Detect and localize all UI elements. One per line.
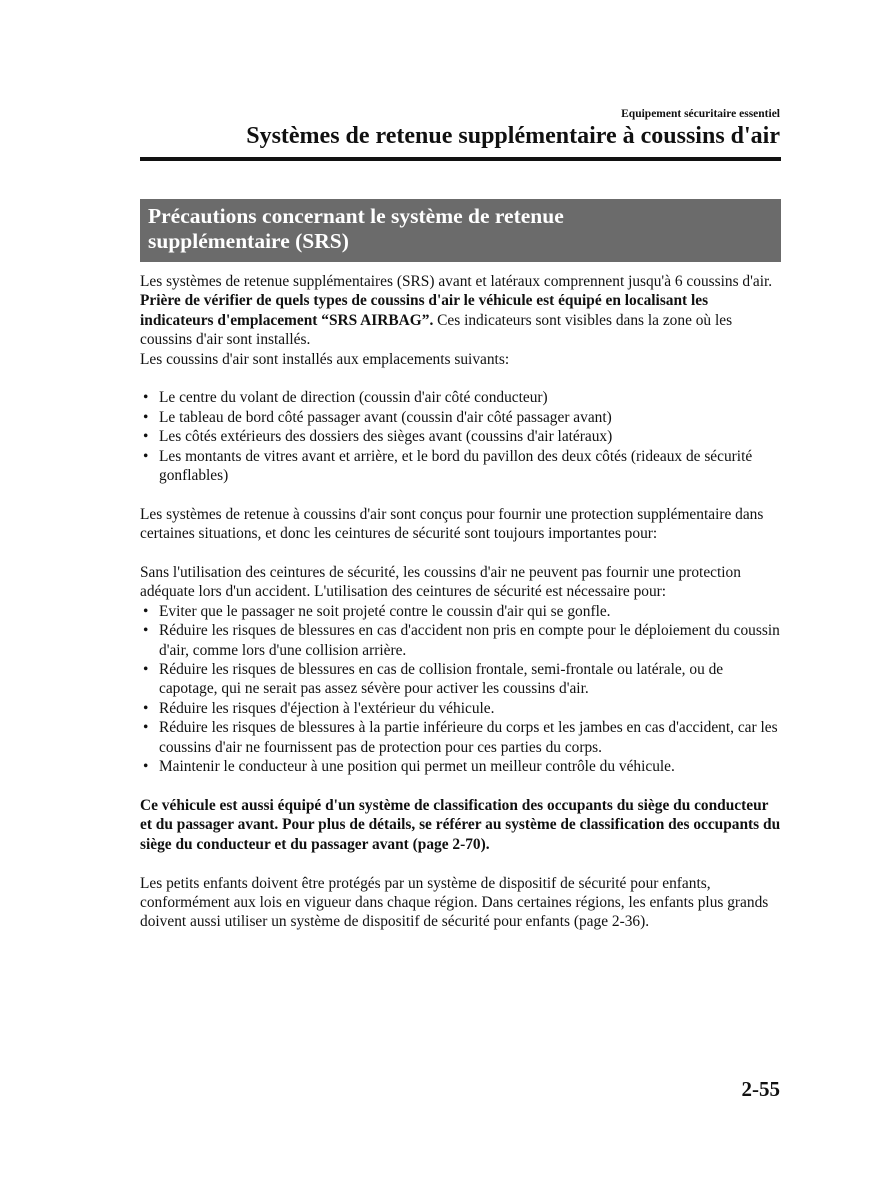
list-item-text: Le tableau de bord côté passager avant (coussin d'air côté passager avant) (159, 408, 612, 426)
occupant-classification-note (140, 796, 781, 854)
header-rule (140, 157, 781, 161)
bullet-icon: • (143, 408, 149, 426)
list-item-text: Réduire les risques de blessures en cas d'accident non pris en compte pour le déploiement du coussin d'air, comme lors d'une collision arrière. (159, 622, 780, 659)
child-restraint-paragraph: Les petits enfants doivent être protégés par un système de dispositif de sécurité pour enfants, conformément aux lois en vigueur dans chaque région. Dans certaines régions, les enfants plus grands doivent aussi utiliser un système de dispositif de sécurité pour enfants (page 2-36). (140, 874, 769, 931)
intro-text: Les systèmes de retenue supplémentaires (SRS) avant et latéraux comprennent jusqu'à 6 coussins d'air. (140, 273, 773, 290)
list-item (140, 602, 781, 621)
list-item (140, 660, 781, 699)
list-item (140, 427, 781, 446)
intro-locations-line: Les coussins d'air sont installés aux emplacements suivants: (140, 350, 510, 368)
seatbelt-purpose-paragraph: Les systèmes de retenue à coussins d'air sont conçus pour fournir une protection supplémentaire dans certaines situations, et donc les ceintures de sécurité sont toujours importantes pour: (140, 505, 764, 543)
bullet-icon: • (143, 447, 149, 465)
bullet-icon: • (143, 719, 149, 737)
list-item (140, 621, 781, 660)
intro-paragraph (140, 272, 781, 350)
bullet-icon: • (143, 661, 149, 679)
list-item (140, 699, 781, 718)
list-item (140, 447, 781, 486)
list-item-text: Maintenir le conducteur à une position qui permet un meilleur contrôle du véhicule. (159, 758, 675, 776)
bullet-icon: • (143, 428, 149, 446)
chapter-title: Systèmes de retenue supplémentaire à coussins d'air (246, 123, 780, 149)
seatbelt-reasons-list (140, 602, 781, 777)
bullet-icon: • (143, 622, 149, 640)
spacer (140, 854, 781, 873)
section-heading-line2: supplémentaire (SRS) (148, 229, 349, 253)
seatbelt-necessity-paragraph: Sans l'utilisation des ceintures de sécurité, les coussins d'air ne peuvent pas fournir une protection adéquate lors d'un accident. L'utilisation des ceintures de sécurité est nécessaire pour: (140, 564, 741, 601)
bullet-icon: • (143, 602, 149, 620)
section-heading-box (140, 199, 781, 262)
list-item-text: Réduire les risques de blessures en cas de collision frontale, semi-frontale ou latérale, ou de capotage, qui ne serait pas assez sévère pour activer les coussins d'air. (159, 661, 724, 698)
airbag-locations-list (140, 388, 781, 485)
spacer (140, 544, 781, 563)
bullet-icon: • (143, 699, 149, 717)
list-item-text: Réduire les risques d'éjection à l'extérieur du véhicule. (159, 699, 495, 717)
list-item-text: Réduire les risques de blessures à la partie inférieure du corps et les jambes en cas d'accident, car les coussins d'air ne fournissent pas de protection pour ces parties du corps. (159, 719, 778, 756)
spacer (140, 369, 781, 388)
list-item (140, 388, 781, 407)
occupant-classification-text: Ce véhicule est aussi équipé d'un système de classification des occupants du siège du conducteur et du passager avant. Pour plus de détails, se référer au système de classification des occupants du siège du conducteur et du passager avant (page 2-70). (140, 796, 781, 853)
spacer (140, 485, 781, 504)
spacer (140, 777, 781, 796)
bullet-icon: • (143, 389, 149, 407)
list-item-text: Le centre du volant de direction (coussin d'air côté conducteur) (159, 389, 548, 407)
intro-bold-text: Prière de vérifier de quels types de coussins d'air le véhicule est équipé en localisant les indicateurs d'emplacement “SRS AIRBAG”. (140, 292, 709, 329)
list-item (140, 408, 781, 427)
body-content (140, 272, 781, 932)
list-item-text: Eviter que le passager ne soit projeté contre le coussin d'air qui se gonfle. (159, 602, 611, 620)
section-heading (148, 204, 773, 254)
list-item (140, 757, 781, 776)
list-item-text: Les côtés extérieurs des dossiers des sièges avant (coussins d'air latéraux) (159, 428, 613, 446)
list-item (140, 718, 781, 757)
header-section-label: Equipement sécuritaire essentiel (621, 108, 780, 120)
intro-text-end: Ces indicateurs sont visibles dans la zone où les coussins d'air sont installés. (140, 311, 733, 349)
list-item-text: Les montants de vitres avant et arrière, et le bord du pavillon des deux côtés (rideaux de sécurité gonflables) (159, 447, 753, 485)
bullet-icon: • (143, 758, 149, 776)
page-number: 2-55 (741, 1077, 780, 1101)
section-heading-line1: Précautions concernant le système de retenue (148, 204, 564, 228)
